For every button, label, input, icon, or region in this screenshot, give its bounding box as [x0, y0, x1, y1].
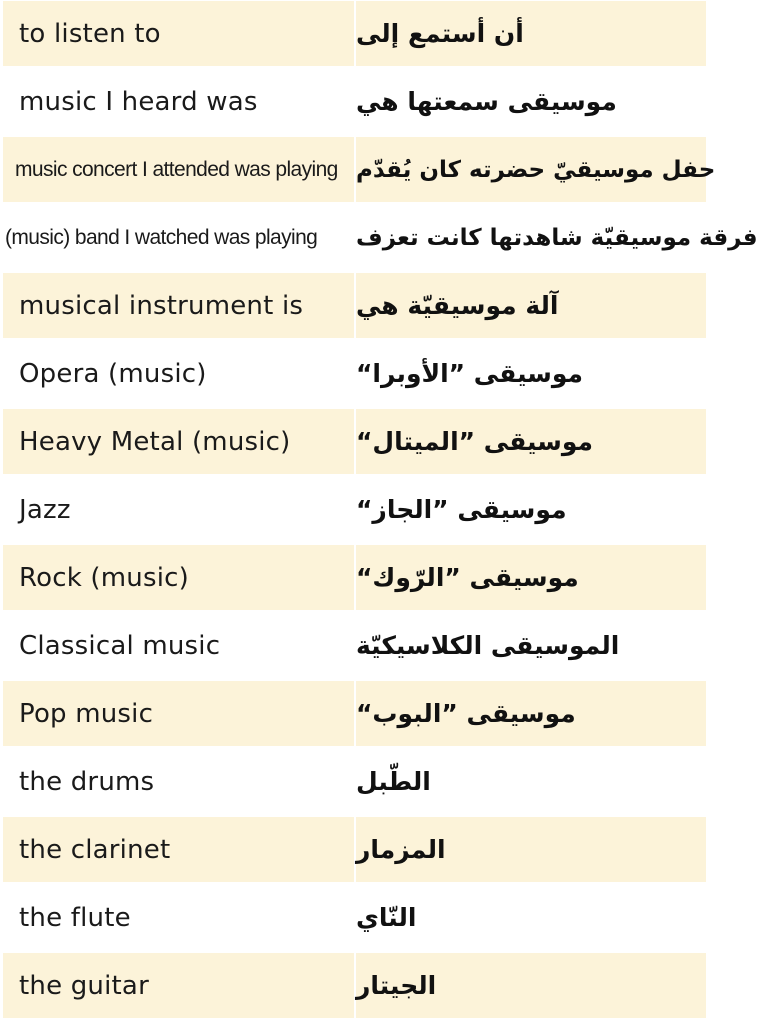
table-row: [3, 341, 706, 406]
arabic-term: الموسيقى الكلاسيكيّة: [356, 613, 706, 678]
english-term: musical instrument is: [3, 273, 354, 338]
arabic-term: النّاي: [356, 885, 706, 950]
arabic-term: الطّبل: [356, 749, 706, 814]
table-row: [3, 205, 758, 270]
table-row: [3, 477, 706, 542]
english-term: Heavy Metal (music): [3, 409, 354, 474]
english-term: Jazz: [3, 477, 354, 542]
table-row: [3, 613, 706, 678]
english-term: Rock (music): [3, 545, 354, 610]
english-term: the drums: [3, 749, 354, 814]
table-row: [3, 409, 706, 474]
arabic-term: موسيقى ”الأوبرا“: [356, 341, 706, 406]
table-row: [3, 545, 706, 610]
table-row: [3, 749, 706, 814]
table-row: [3, 1, 706, 66]
arabic-term: موسيقى ”البوب“: [356, 681, 706, 746]
english-term: Pop music: [3, 681, 354, 746]
table-row: [3, 137, 716, 202]
table-row: [3, 817, 706, 882]
arabic-term: موسيقى ”الميتال“: [356, 409, 706, 474]
english-term: music concert I attended was playing: [3, 137, 354, 202]
table-row: [3, 681, 706, 746]
english-term: Classical music: [3, 613, 354, 678]
arabic-term: الجيتار: [356, 953, 706, 1018]
english-term: Opera (music): [3, 341, 354, 406]
arabic-term: موسيقى ”الرّوك“: [356, 545, 706, 610]
table-row: [3, 885, 706, 950]
arabic-term: فرقة موسيقيّة شاهدتها كانت تعزف: [356, 205, 706, 270]
arabic-term: حفل موسيقيّ حضرته كان يُقدّم: [356, 137, 706, 202]
table-row: [3, 953, 706, 1018]
english-term: the flute: [3, 885, 354, 950]
table-row: [3, 273, 706, 338]
arabic-term: أن أستمع إلى: [356, 1, 706, 66]
arabic-term: موسيقى سمعتها هي: [356, 69, 706, 134]
english-term: music I heard was: [3, 69, 354, 134]
english-term: (music) band I watched was playing: [3, 205, 354, 270]
arabic-term: موسيقى ”الجاز“: [356, 477, 706, 542]
english-term: to listen to: [3, 1, 354, 66]
arabic-term: آلة موسيقيّة هي: [356, 273, 706, 338]
table-row: [3, 69, 706, 134]
english-term: the clarinet: [3, 817, 354, 882]
english-term: the guitar: [3, 953, 354, 1018]
arabic-term: المزمار: [356, 817, 706, 882]
